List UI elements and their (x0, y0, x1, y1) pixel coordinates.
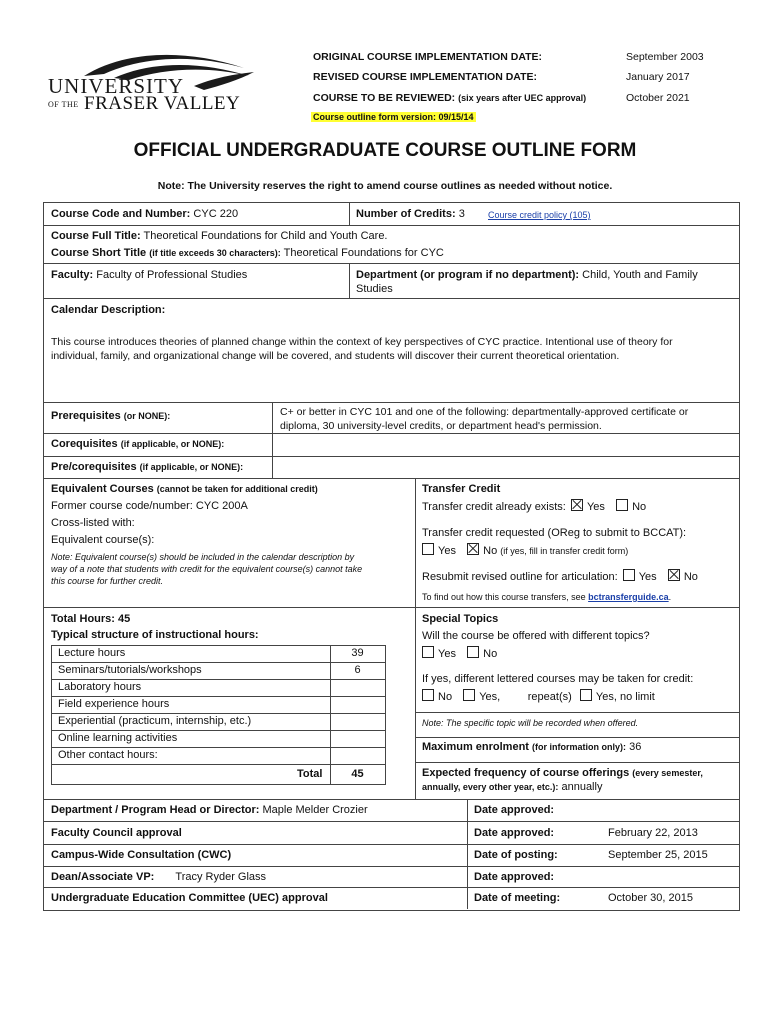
equivalent-note (51, 551, 411, 587)
page-title: OFFICIAL UNDERGRADUATE COURSE OUTLINE FORM (133, 140, 637, 161)
calendar-text-line2: individual, family, and organizational change will be covered, and students will discover their current theoretical orientation. (51, 350, 620, 362)
resubmit-yes-checkbox[interactable] (623, 569, 635, 581)
equivalent-note-line1: Note: Equivalent course(s) should be included in the calendar description by (51, 552, 355, 562)
faculty-label: Faculty: (51, 269, 94, 281)
transfer-guide-end: . (668, 592, 672, 602)
special-topics-no-checkbox[interactable] (467, 646, 479, 658)
university-logo (44, 46, 259, 124)
prerequisites-note: (or NONE): (123, 411, 171, 421)
credits-value: 3 (458, 208, 465, 220)
prerequisites-line1: C+ or better in CYC 101 and one of the following: departmentally-approved certificate or (280, 406, 689, 418)
transfer-requested-row (420, 543, 628, 558)
transfer-requested-yes-label: Yes (438, 545, 456, 557)
special-topics-note: Note: The specific topic will be recorded when offered. (422, 718, 639, 728)
transfer-exists-no-label: No (632, 501, 647, 513)
transfer-credit-heading: Transfer Credit (422, 483, 501, 495)
prerequisites-line2: diploma, 30 university-level credits, or department head's permission. (280, 420, 602, 432)
total-hours-label: Total Hours: (51, 613, 115, 625)
table-row (52, 731, 385, 748)
prerequisites-label: Prerequisites (51, 410, 121, 422)
special-topics-question: Will the course be offered with different topics? (422, 630, 650, 642)
credit-policy-link[interactable]: Course credit policy (105) (488, 210, 591, 220)
hours-row-label: Lecture hours (58, 647, 126, 659)
logo-of-the: OF THE (48, 100, 79, 109)
lettered-repeat-label: repeat(s) (527, 691, 572, 703)
dept-date-approved-label: Date approved: (474, 804, 555, 816)
transfer-requested-yes-checkbox[interactable] (422, 543, 434, 555)
transfer-exists-row (422, 499, 646, 514)
corequisites-label: Corequisites (51, 438, 118, 450)
amend-note: Note: The University reserves the right to amend course outlines as needed without notice. (157, 180, 613, 192)
lettered-courses-row (420, 689, 655, 704)
lettered-courses-question: If yes, different lettered courses may be taken for credit: (422, 673, 694, 685)
review-date-note: (six years after UEC approval) (458, 93, 587, 103)
prerequisites-value (280, 405, 735, 433)
transfer-exists-yes-label: Yes (586, 501, 605, 513)
special-topics-yes-checkbox[interactable] (422, 646, 434, 658)
calendar-text-line1: This course introduces theories of planned change within the context of key perspectives of CYC practice. Intentional use of theory for (51, 336, 673, 348)
total-hours-value: 45 (118, 613, 131, 625)
former-code-label: Former course code/number: (51, 500, 193, 512)
hours-total-value: 45 (351, 768, 364, 780)
date-posting-label: Date of posting: (474, 849, 558, 861)
faculty-value: Faculty of Professional Studies (96, 269, 248, 281)
review-date-label-group (313, 92, 586, 104)
equivalent-courses-label: Equivalent Courses (51, 483, 154, 495)
lettered-yes-label: Yes, (479, 691, 501, 703)
cwc-date: September 25, 2015 (608, 849, 708, 861)
original-date-value: September 2003 (626, 51, 704, 63)
department-value: Child, Youth and Family (582, 269, 698, 281)
max-enrolment-label: Maximum enrolment (422, 741, 529, 753)
short-title-value: Theoretical Foundations for CYC (283, 247, 444, 259)
department-value-cont: Studies (356, 283, 393, 295)
short-title-field (51, 246, 444, 260)
short-title-note: (if title exceeds 30 characters): (149, 248, 281, 258)
dept-head-label: Department / Program Head or Director: (51, 804, 260, 816)
revised-date-value: January 2017 (626, 71, 690, 83)
precorequisites-label: Pre/corequisites (51, 461, 137, 473)
table-row (52, 748, 385, 764)
table-row (52, 646, 385, 663)
calendar-description-label: Calendar Description: (51, 304, 166, 316)
special-topics-heading: Special Topics (422, 613, 499, 625)
table-row (52, 697, 385, 714)
course-code-field (51, 207, 238, 221)
short-title-label: Course Short Title (51, 247, 147, 259)
faculty-council-label: Faculty Council approval (51, 827, 182, 839)
credits-label: Number of Credits: (356, 208, 456, 220)
dean-label: Dean/Associate VP: (51, 871, 155, 883)
hours-row-label: Other contact hours: (58, 749, 158, 761)
equivalent-note-line2: way of a note that students with credit for the equivalent course(s) cannot take (51, 564, 363, 574)
credits-field (356, 207, 465, 221)
equivalent-courses-heading (51, 482, 318, 496)
transfer-exists-yes-checkbox[interactable] (571, 499, 583, 511)
resubmit-label: Resubmit revised outline for articulation: (422, 571, 618, 583)
full-title-label: Course Full Title: (51, 230, 141, 242)
transfer-exists-no-checkbox[interactable] (616, 499, 628, 511)
faculty-council-date: February 22, 2013 (608, 827, 698, 839)
frequency-note1: (every semester, (632, 768, 703, 778)
special-topics-answer-row (420, 646, 497, 661)
cross-listed-label: Cross-listed with: (51, 517, 135, 529)
lettered-nolimit-checkbox[interactable] (580, 689, 592, 701)
review-date-value: October 2021 (626, 92, 690, 104)
total-hours-field (51, 612, 130, 626)
max-enrolment-value: 36 (629, 741, 642, 753)
hours-row-label: Online learning activities (58, 732, 178, 744)
lettered-yes-checkbox[interactable] (463, 689, 475, 701)
faculty-field (51, 268, 247, 282)
bctransferguide-link[interactable]: bctransferguide.ca (588, 592, 669, 602)
frequency-value: annually (561, 781, 603, 793)
max-enrolment-field (422, 740, 641, 754)
department-field (356, 268, 731, 296)
corequisites-label-group (51, 437, 224, 451)
original-date-label: ORIGINAL COURSE IMPLEMENTATION DATE: (313, 51, 543, 63)
table-row (52, 663, 385, 680)
precorequisites-label-group (51, 460, 243, 474)
hours-table (51, 645, 386, 785)
form-version-badge (311, 111, 476, 123)
special-topics-yes-label: Yes (438, 648, 456, 660)
hours-row-value: 39 (351, 647, 364, 659)
dept-head-field (51, 803, 368, 817)
hours-row-label: Field experience hours (58, 698, 170, 710)
equivalent-note-line3: this course for further credit. (51, 576, 164, 586)
hours-total-label: Total (297, 768, 323, 780)
logo-university: UNIVERSITY (48, 74, 184, 98)
dean-date-approved-label: Date approved: (474, 871, 555, 883)
offering-frequency-field (422, 766, 732, 794)
equivalent-courses-note: (cannot be taken for additional credit) (156, 484, 318, 494)
lettered-no-label: No (438, 691, 453, 703)
former-code-field (51, 499, 248, 513)
uec-date: October 30, 2015 (608, 892, 694, 904)
full-title-field (51, 229, 388, 243)
transfer-guide-row (422, 590, 671, 604)
logo-fraser-valley: FRASER VALLEY (84, 93, 241, 114)
resubmit-no-label: No (683, 571, 698, 583)
resubmit-row (422, 569, 698, 584)
form-version-text: Course outline form version: 09/15/14 (313, 112, 474, 122)
department-label: Department (or program if no department): (356, 269, 580, 281)
corequisites-note: (if applicable, or NONE): (120, 439, 225, 449)
prerequisites-label-group (51, 409, 170, 423)
transfer-guide-text: To find out how this course transfers, see (422, 592, 586, 602)
hours-total-row (52, 764, 385, 784)
revised-date-label: REVISED COURSE IMPLEMENTATION DATE: (313, 71, 538, 83)
table-row (52, 714, 385, 731)
date-meeting-label: Date of meeting: (474, 892, 561, 904)
transfer-requested-note: (if yes, fill in transfer credit form) (500, 546, 629, 556)
course-code-value: CYC 220 (193, 208, 239, 220)
resubmit-no-checkbox[interactable] (668, 569, 680, 581)
max-enrolment-note: (for information only): (532, 742, 627, 752)
full-title-value: Theoretical Foundations for Child and Youth Care. (143, 230, 388, 242)
frequency-note2: annually, every other year, etc.): (422, 782, 559, 792)
former-code-value: CYC 200A (195, 500, 248, 512)
course-code-label: Course Code and Number: (51, 208, 191, 220)
transfer-requested-no-checkbox[interactable] (467, 543, 479, 555)
uec-approval-label: Undergraduate Education Committee (UEC) approval (51, 892, 328, 904)
hours-row-label: Seminars/tutorials/workshops (58, 664, 202, 676)
dean-field (51, 870, 266, 884)
cwc-label: Campus-Wide Consultation (CWC) (51, 849, 232, 861)
dept-head-value: Maple Melder Crozier (262, 804, 368, 816)
hours-row-label: Experiential (practicum, internship, etc.) (58, 715, 252, 727)
lettered-no-checkbox[interactable] (422, 689, 434, 701)
hours-structure-label: Typical structure of instructional hours: (51, 629, 259, 641)
table-row (52, 680, 385, 697)
transfer-requested-no-label: No (483, 545, 498, 557)
resubmit-yes-label: Yes (638, 571, 657, 583)
hours-row-label: Laboratory hours (58, 681, 142, 693)
review-date-label: COURSE TO BE REVIEWED: (313, 92, 456, 104)
calendar-description-text (51, 335, 731, 363)
hours-row-value: 6 (354, 664, 361, 676)
lettered-nolimit-label: Yes, no limit (595, 691, 655, 703)
special-topics-no-label: No (483, 648, 498, 660)
dean-value: Tracy Ryder Glass (175, 871, 267, 883)
transfer-exists-label: Transfer credit already exists: (422, 501, 566, 513)
faculty-date-approved-label: Date approved: (474, 827, 555, 839)
equivalent-course-label: Equivalent course(s): (51, 534, 155, 546)
frequency-label: Expected frequency of course offerings (422, 767, 630, 779)
transfer-requested-label: Transfer credit requested (OReg to submit to BCCAT): (422, 527, 687, 539)
precorequisites-note: (if applicable, or NONE): (139, 462, 244, 472)
